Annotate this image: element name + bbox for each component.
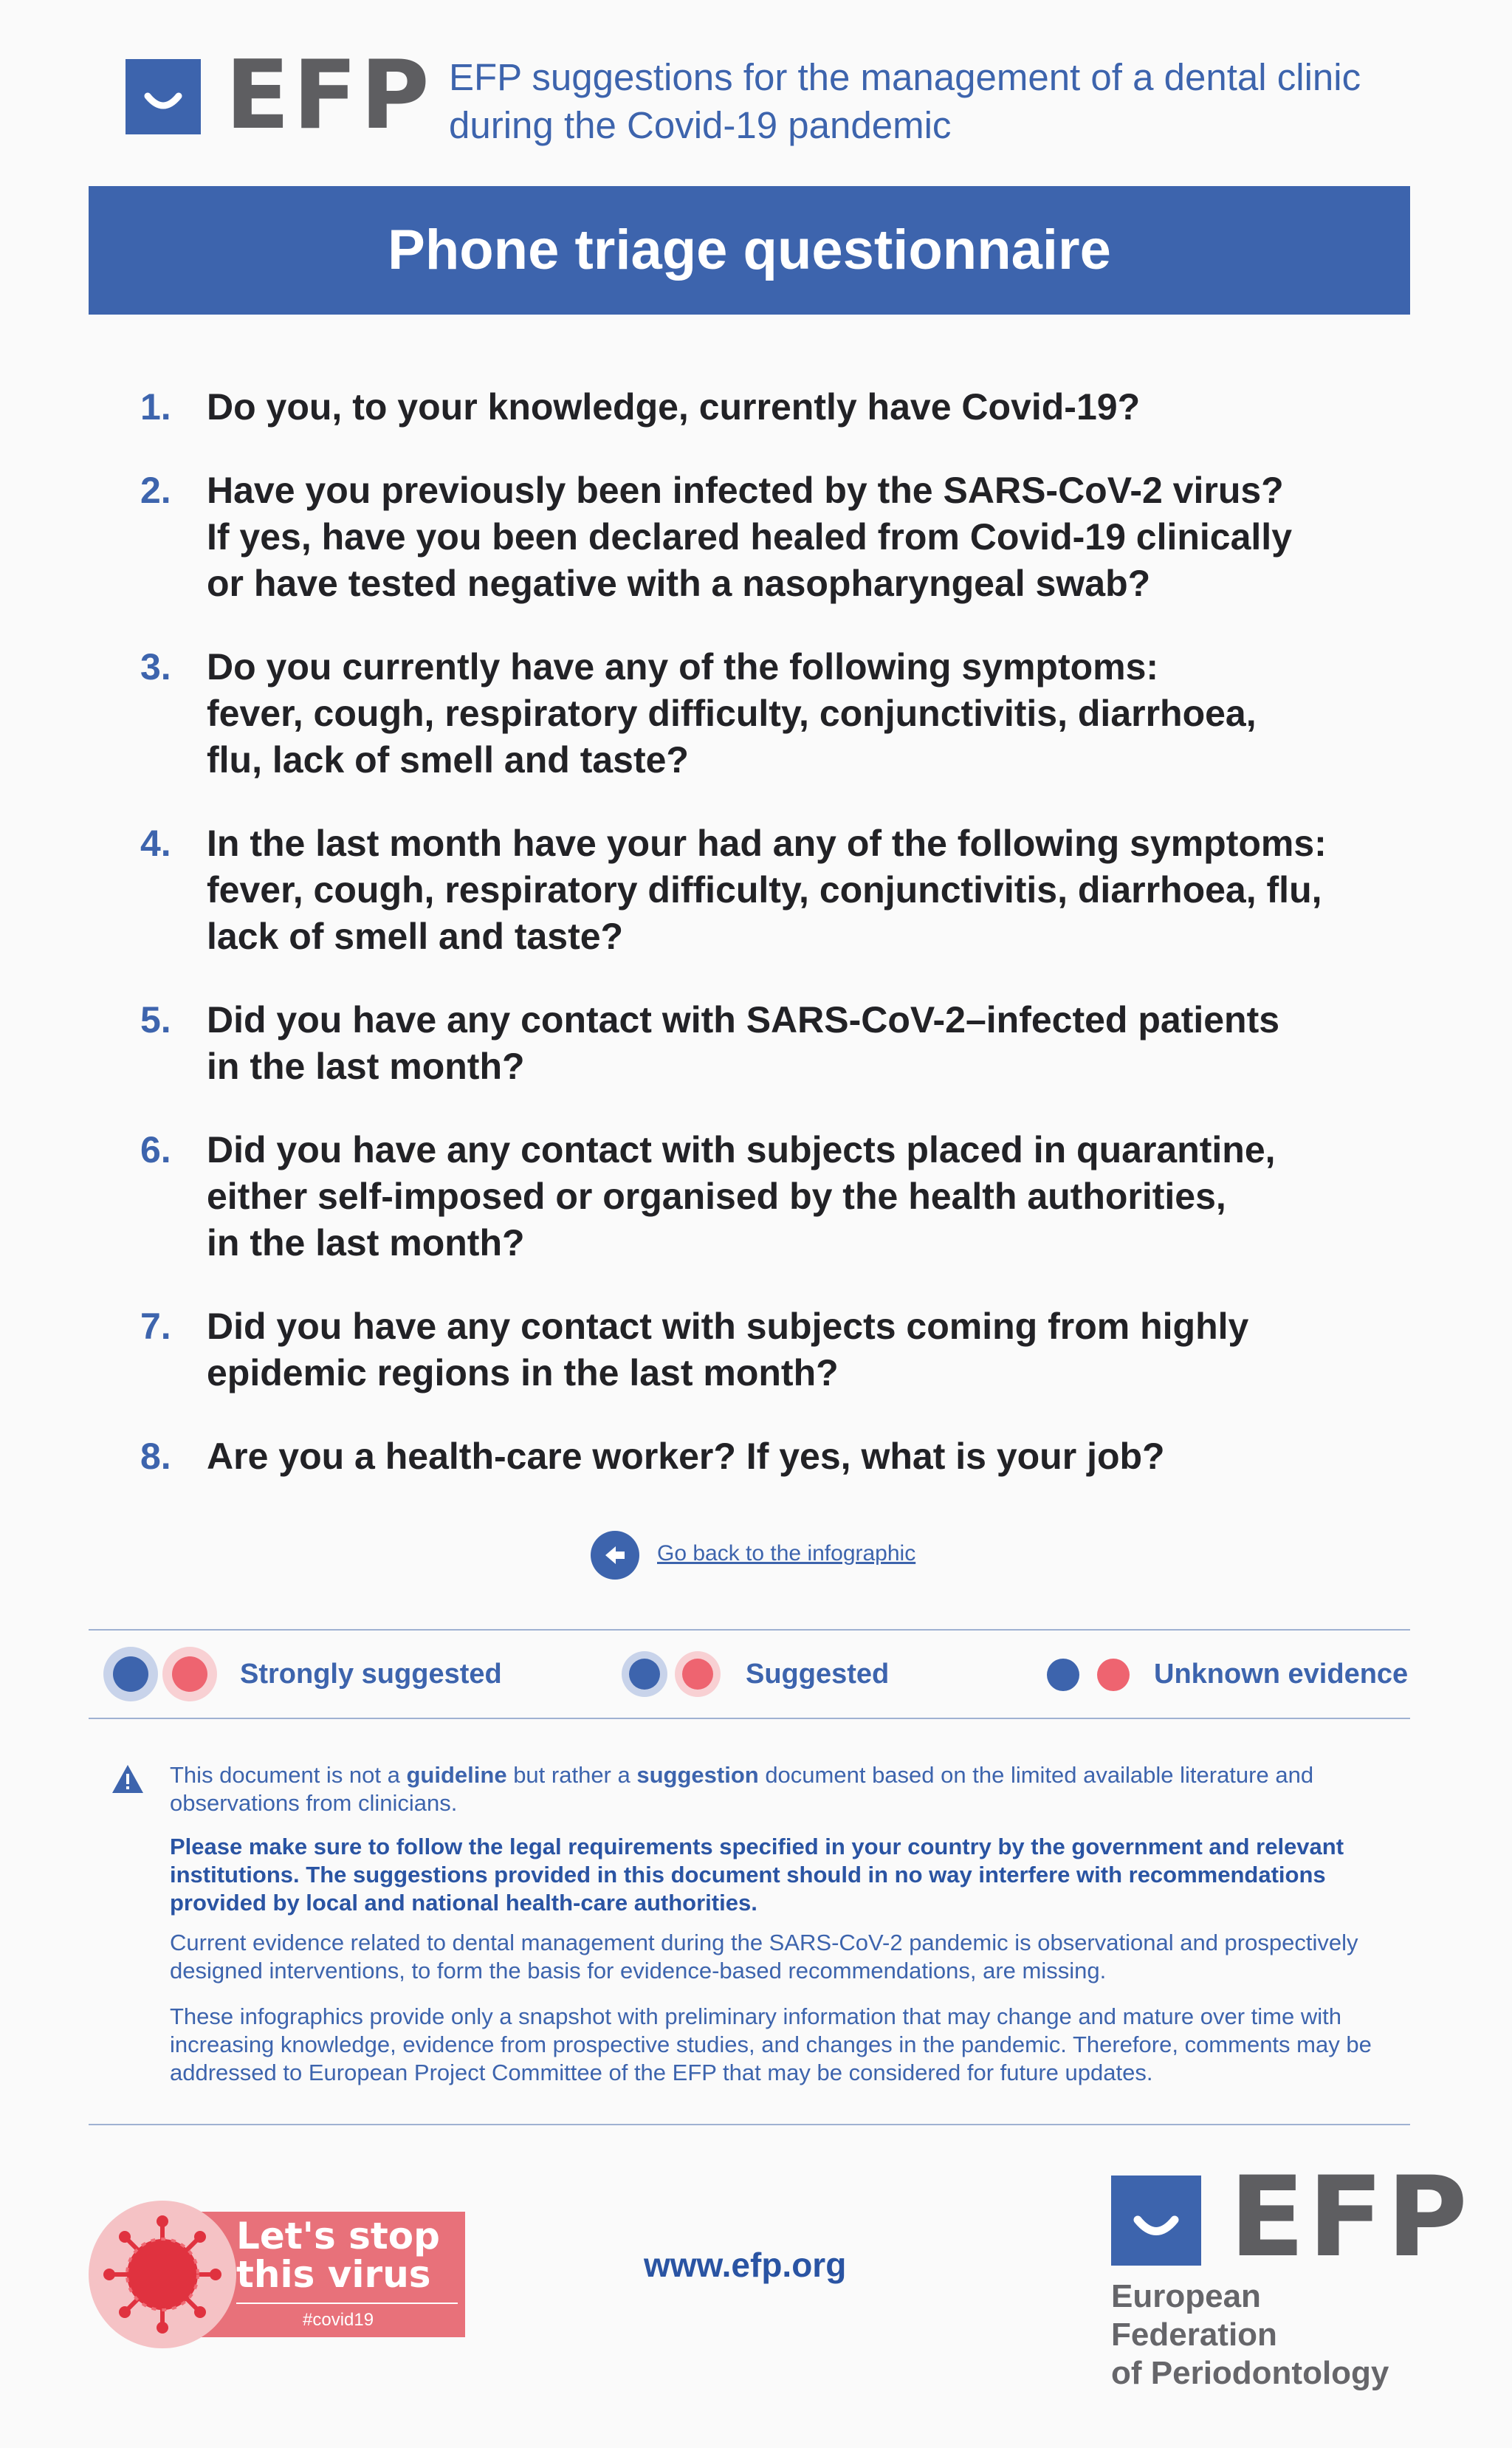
- question-number: 8.: [140, 1436, 171, 1477]
- header: [126, 41, 1410, 155]
- disclaimer-paragraph-4: These infographics provide only a snapshot with preliminary information that may change and mature over time with increasing knowledge, evidence from prospective studies, and changes in the pandemic. Therefore, comments may be addressed to European Project Committee of the EFP that may be considered for future updates.: [170, 2003, 1372, 2085]
- divider: [89, 2124, 1410, 2125]
- virus-icon: [89, 2201, 236, 2348]
- question-number: 3.: [140, 646, 171, 688]
- question-number: 7.: [140, 1306, 171, 1347]
- question-item: 4. In the last month have your had any of the following symptoms: fever, cough, respiratory difficulty, conjunctivitis, diarrhoea, flu, lack of smell and taste?: [140, 820, 1395, 960]
- lets-stop-this-virus-badge: [89, 2201, 472, 2348]
- organization-name: European Federation of Periodontology: [1111, 2278, 1389, 2391]
- disclaimer-paragraph-1: This document is not a guideline but rather a suggestion document based on the limited available literature and observations from clinicians.: [170, 1762, 1314, 1816]
- question-number: 2.: [140, 470, 171, 511]
- badge-title: Let's stop this virus: [236, 2215, 440, 2296]
- question-item: 8. Are you a health-care worker? If yes, what is your job?: [140, 1433, 1395, 1480]
- red-dot-icon: [1097, 1659, 1130, 1691]
- question-item: 3. Do you currently have any of the following symptoms: fever, cough, respiratory difficulty, conjunctivitis, diarrhoea, flu, lack of smell and taste?: [140, 644, 1395, 784]
- hashtag: #covid19: [303, 2310, 374, 2330]
- divider: [89, 1718, 1410, 1719]
- question-number: 6.: [140, 1129, 171, 1170]
- smile-logo-icon: [126, 59, 201, 134]
- question-number: 5.: [140, 999, 171, 1040]
- blue-dot-icon: [1047, 1659, 1079, 1691]
- page-title-banner: Phone triage questionnaire: [89, 186, 1410, 315]
- blue-dot-icon: [629, 1659, 660, 1690]
- red-dot-icon: [172, 1656, 207, 1692]
- question-number: 4.: [140, 823, 171, 864]
- divider: [89, 1629, 1410, 1631]
- logo-text: EFP: [1229, 2153, 1471, 2282]
- blue-dot-icon: [113, 1656, 148, 1692]
- efp-logo: [126, 41, 433, 151]
- questionnaire-list: [140, 384, 1395, 1480]
- question-item: 2. Have you previously been infected by the SARS-CoV-2 virus? If yes, have you been declared healed from Covid-19 clinically or have tested negative with a nasopharyngeal swab?: [140, 467, 1395, 607]
- arrow-left-icon[interactable]: [591, 1531, 639, 1580]
- question-number: 1.: [140, 386, 171, 428]
- logo-text: EFP: [225, 41, 433, 151]
- question-item: 5. Did you have any contact with SARS-CoV-2–infected patients in the last month?: [140, 997, 1395, 1090]
- question-item: 6. Did you have any contact with subjects placed in quarantine, either self-imposed or organised by the health authorities, in the last month?: [140, 1127, 1395, 1266]
- question-item: 7. Did you have any contact with subjects coming from highly epidemic regions in the last month?: [140, 1303, 1395, 1396]
- question-item: 1. Do you, to your knowledge, currently have Covid-19?: [140, 384, 1395, 431]
- disclaimer-paragraph-3: Current evidence related to dental management during the SARS-CoV-2 pandemic is observational and prospectively designed interventions, to form the basis for evidence-based recommendations, are missing.: [170, 1930, 1358, 1984]
- document-title: EFP suggestions for the management of a dental clinic during the Covid-19 pandemic: [449, 56, 1361, 146]
- back-link-label[interactable]: Go back to the infographic: [657, 1541, 916, 1566]
- disclaimer-paragraph-2: Please make sure to follow the legal requirements specified in your country by the government and relevant institutions. The suggestions provided in this document should in no way interfere with recommendations provided by local and national health-care authorities.: [170, 1834, 1344, 1916]
- website-link[interactable]: www.efp.org: [644, 2246, 847, 2284]
- efp-logo-footer: [1111, 2153, 1471, 2391]
- smile-logo-icon: [1111, 2176, 1201, 2266]
- red-dot-icon: [682, 1659, 713, 1690]
- warning-icon: [111, 1763, 145, 1794]
